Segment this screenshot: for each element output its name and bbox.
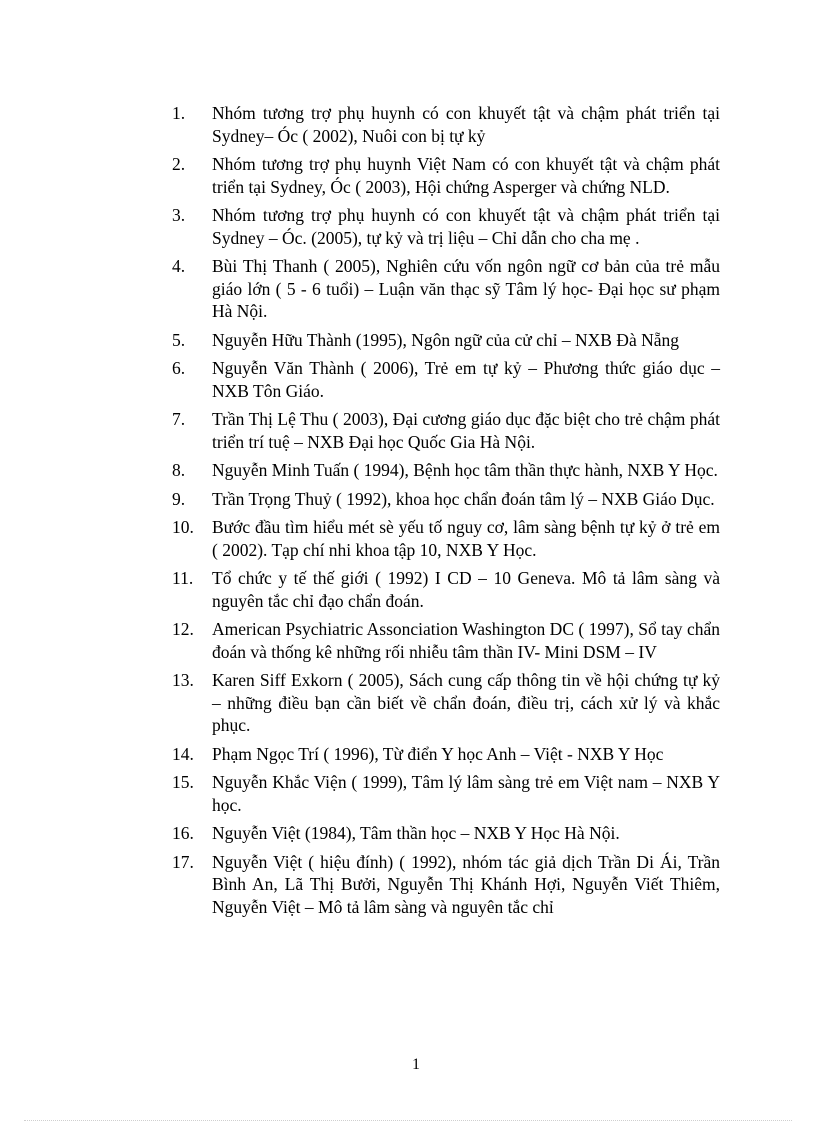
- reference-item-15: [172, 771, 720, 816]
- reference-text: Nguyễn Văn Thành ( 2006), Trẻ em tự kỷ – Phương thức giáo dục – NXB Tôn Giáo.: [212, 358, 720, 401]
- reference-item-13: [172, 669, 720, 737]
- reference-text: Nhóm tương trợ phụ huynh Việt Nam có con khuyết tật và chậm phát triển tại Sydney, Óc ( 2003), Hội chứng Asperger và chứng NLD.: [212, 154, 720, 197]
- reference-text: Nguyễn Hữu Thành (1995), Ngôn ngữ của cử chỉ – NXB Đà Nẵng: [212, 329, 679, 350]
- reference-number: 1.: [172, 103, 186, 123]
- reference-text: Nguyễn Minh Tuấn ( 1994), Bệnh học tâm thần thực hành, NXB Y Học.: [212, 460, 718, 480]
- reference-number: 12.: [172, 619, 194, 639]
- reference-text: Bước đầu tìm hiểu mét sè yếu tố nguy cơ, lâm sàng bệnh tự kỷ ở trẻ em ( 2002). Tạp chí nhi khoa tập 10, NXB Y Học.: [212, 517, 720, 560]
- reference-number: 14.: [172, 743, 194, 764]
- reference-text: American Psychiatric Assonciation Washington DC ( 1997), Sổ tay chẩn đoán và thống kê những rối nhiễu tâm thần IV- Mini DSM – IV: [212, 619, 720, 662]
- reference-number: 15.: [172, 772, 194, 792]
- reference-item-5: [172, 329, 720, 352]
- reference-item-9: [172, 488, 720, 511]
- reference-number: 11.: [172, 568, 194, 588]
- reference-number: 8.: [172, 460, 186, 480]
- reference-number: 13.: [172, 670, 194, 690]
- reference-item-11: [172, 567, 720, 612]
- reference-item-16: [172, 822, 720, 845]
- reference-text: Nhóm tương trợ phụ huynh có con khuyết tật và chậm phát triển tại Sydney– Óc ( 2002), Nuôi con bị tự kỷ: [212, 103, 720, 146]
- reference-number: 3.: [172, 205, 186, 225]
- reference-number: 5.: [172, 329, 186, 350]
- reference-number: 16.: [172, 823, 194, 843]
- reference-item-14: [172, 743, 720, 766]
- reference-text: Tổ chức y tế thế giới ( 1992) I CD – 10 Geneva. Mô tả lâm sàng và nguyên tắc chỉ đạo chẩn đoán.: [212, 568, 720, 611]
- reference-item-1: [172, 102, 720, 147]
- reference-number: 7.: [172, 409, 186, 429]
- reference-text: Karen Siff Exkorn ( 2005), Sách cung cấp thông tin về hội chứng tự kỷ – những điều bạn cần biết về chẩn đoán, điều trị, cách xử lý và khắc phục.: [212, 670, 720, 735]
- reference-text: Phạm Ngọc Trí ( 1996), Từ điển Y học Anh – Việt - NXB Y Học: [212, 743, 664, 764]
- reference-text: Nguyễn Khắc Viện ( 1999), Tâm lý lâm sàng trẻ em Việt nam – NXB Y học.: [212, 772, 720, 815]
- reference-number: 4.: [172, 256, 186, 276]
- page-bottom-divider: [24, 1120, 792, 1121]
- reference-number: 10.: [172, 517, 194, 537]
- reference-text: Bùi Thị Thanh ( 2005), Nghiên cứu vốn ngôn ngữ cơ bản của trẻ mẫu giáo lớn ( 5 - 6 tuổi) – Luận văn thạc sỹ Tâm lý học- Đại học sư phạm Hà Nội.: [212, 256, 720, 321]
- reference-number: 2.: [172, 154, 186, 174]
- reference-item-3: [172, 204, 720, 249]
- reference-number: 6.: [172, 358, 186, 378]
- reference-text: Nguyễn Việt ( hiệu đính) ( 1992), nhóm tác giả dịch Trần Di Ái, Trần Bình An, Lã Thị Bưởi, Nguyễn Thị Khánh Hợi, Nguyễn Viết Thiêm, Nguyễn Việt – Mô tả lâm sàng và nguyên tắc chỉ: [212, 851, 720, 917]
- reference-text: Nguyễn Việt (1984), Tâm thần học – NXB Y Học Hà Nội.: [212, 823, 620, 843]
- reference-item-7: [172, 408, 720, 453]
- reference-text: Trần Thị Lệ Thu ( 2003), Đại cương giáo dục đặc biệt cho trẻ chậm phát triển trí tuệ – NXB Đại học Quốc Gia Hà Nội.: [212, 409, 720, 452]
- reference-item-10: [172, 516, 720, 561]
- reference-text: Trần Trọng Thuỷ ( 1992), khoa học chẩn đoán tâm lý – NXB Giáo Dục.: [212, 488, 715, 509]
- reference-item-8: [172, 459, 720, 482]
- reference-number: 9.: [172, 488, 186, 509]
- reference-text: Nhóm tương trợ phụ huynh có con khuyết tật và chậm phát triển tại Sydney – Óc. (2005), tự kỷ và trị liệu – Chỉ dẫn cho cha mẹ .: [212, 205, 720, 248]
- page-number: 1: [412, 1056, 420, 1073]
- reference-list: [172, 102, 720, 924]
- reference-item-12: [172, 618, 720, 663]
- reference-number: 17.: [172, 851, 194, 872]
- reference-item-17: [172, 851, 720, 919]
- reference-item-6: [172, 357, 720, 402]
- reference-item-2: [172, 153, 720, 198]
- reference-item-4: [172, 255, 720, 323]
